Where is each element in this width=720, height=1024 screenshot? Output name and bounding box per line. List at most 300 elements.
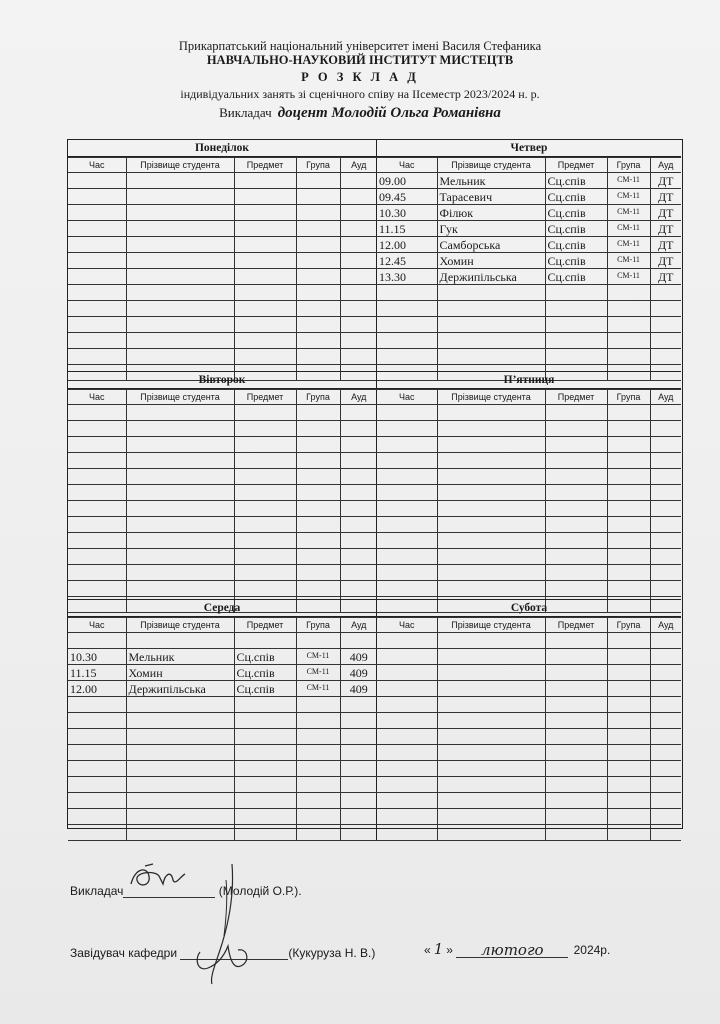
- cell-room: [650, 809, 681, 825]
- table-row: [377, 405, 681, 421]
- cell-room: [340, 633, 377, 649]
- cell-time: 11.15: [68, 665, 126, 681]
- cell-student: [126, 549, 234, 565]
- cell-subject: Сц.спів: [545, 237, 607, 253]
- cell-room: [340, 405, 377, 421]
- cell-student: [126, 189, 234, 205]
- cell-student: [437, 469, 545, 485]
- cell-subject: [545, 485, 607, 501]
- cell-subject: [545, 349, 607, 365]
- cell-time: [68, 713, 126, 729]
- cell-room: [340, 793, 377, 809]
- cell-time: [68, 237, 126, 253]
- cell-time: [68, 697, 126, 713]
- cell-time: [377, 349, 437, 365]
- column-header-subject: Предмет: [545, 390, 607, 405]
- day-title-tuesday: Вівторок: [68, 372, 376, 389]
- cell-time: [68, 793, 126, 809]
- cell-room: [340, 237, 377, 253]
- cell-group: [607, 517, 650, 533]
- date-day: 1: [433, 940, 444, 958]
- cell-student: [126, 581, 234, 597]
- table-row: [377, 777, 681, 793]
- cell-room: [650, 745, 681, 761]
- cell-subject: [234, 173, 296, 189]
- cell-time: [68, 405, 126, 421]
- cell-student: [437, 825, 545, 841]
- cell-time: [68, 269, 126, 285]
- cell-time: 12.00: [377, 237, 437, 253]
- table-row: [377, 469, 681, 485]
- cell-group: [296, 697, 340, 713]
- column-header-room: Ауд: [340, 390, 377, 405]
- table-row: [68, 405, 377, 421]
- cell-group: [296, 189, 340, 205]
- table-header-row: [377, 618, 681, 633]
- cell-room: [340, 317, 377, 333]
- cell-student: [126, 565, 234, 581]
- table-row: [377, 649, 681, 665]
- cell-group: СМ-11: [607, 221, 650, 237]
- table-row: [68, 269, 377, 285]
- cell-student: [126, 777, 234, 793]
- cell-subject: [234, 565, 296, 581]
- teacher-label: Викладач: [219, 105, 272, 120]
- cell-student: [437, 421, 545, 437]
- cell-subject: [234, 349, 296, 365]
- cell-group: [296, 777, 340, 793]
- cell-student: Тарасевич: [437, 189, 545, 205]
- cell-subject: [545, 681, 607, 697]
- table-row: [68, 189, 377, 205]
- cell-group: [296, 581, 340, 597]
- cell-time: [377, 517, 437, 533]
- table-row: [68, 205, 377, 221]
- cell-subject: Сц.спів: [545, 189, 607, 205]
- schedule-grid: [67, 139, 683, 829]
- cell-subject: [234, 221, 296, 237]
- cell-group: [607, 533, 650, 549]
- cell-room: [650, 317, 681, 333]
- cell-student: [126, 333, 234, 349]
- cell-student: [126, 205, 234, 221]
- cell-room: [340, 565, 377, 581]
- cell-room: ДТ: [650, 237, 681, 253]
- cell-room: [340, 285, 377, 301]
- table-row: [68, 421, 377, 437]
- cell-student: [437, 533, 545, 549]
- cell-room: [650, 713, 681, 729]
- date-month: лютого: [480, 941, 544, 959]
- cell-group: [296, 761, 340, 777]
- table-row: [377, 333, 681, 349]
- cell-group: СМ-11: [296, 665, 340, 681]
- cell-time: [377, 301, 437, 317]
- day-panel-thursday: [377, 140, 681, 381]
- cell-student: [126, 349, 234, 365]
- cell-student: [126, 713, 234, 729]
- table-row: [68, 301, 377, 317]
- cell-time: [68, 333, 126, 349]
- cell-student: [437, 453, 545, 469]
- cell-student: [126, 533, 234, 549]
- column-header-group: Група: [296, 618, 340, 633]
- table-row: [377, 453, 681, 469]
- table-row: [377, 729, 681, 745]
- cell-room: [340, 517, 377, 533]
- cell-student: [437, 317, 545, 333]
- column-header-group: Група: [296, 390, 340, 405]
- cell-group: [607, 713, 650, 729]
- table-row: [68, 317, 377, 333]
- cell-student: [437, 729, 545, 745]
- cell-subject: [545, 301, 607, 317]
- column-header-student: Прізвище студента: [126, 618, 234, 633]
- table-row: [377, 237, 681, 253]
- cell-time: [377, 809, 437, 825]
- cell-student: [437, 793, 545, 809]
- cell-room: [340, 713, 377, 729]
- cell-group: [296, 809, 340, 825]
- cell-room: 409: [340, 649, 377, 665]
- cell-room: [650, 681, 681, 697]
- cell-group: СМ-11: [607, 269, 650, 285]
- table-row: [377, 173, 681, 189]
- cell-subject: [234, 581, 296, 597]
- cell-time: [377, 285, 437, 301]
- schedule-table-monday: [68, 157, 377, 381]
- cell-group: [296, 501, 340, 517]
- cell-group: [607, 665, 650, 681]
- cell-group: [607, 825, 650, 841]
- cell-time: [68, 469, 126, 485]
- cell-time: [68, 549, 126, 565]
- table-row: [68, 253, 377, 269]
- cell-time: [377, 533, 437, 549]
- cell-group: [296, 317, 340, 333]
- cell-subject: [545, 565, 607, 581]
- cell-room: [340, 437, 377, 453]
- cell-subject: [234, 421, 296, 437]
- cell-room: [340, 533, 377, 549]
- cell-time: [68, 761, 126, 777]
- cell-time: [68, 221, 126, 237]
- day-title-wednesday: Середа: [68, 600, 376, 617]
- cell-group: [296, 825, 340, 841]
- table-row: [68, 665, 377, 681]
- table-header-row: [377, 390, 681, 405]
- cell-student: Філюк: [437, 205, 545, 221]
- table-row: [377, 745, 681, 761]
- cell-room: [650, 469, 681, 485]
- cell-time: 10.30: [68, 649, 126, 665]
- cell-room: [340, 549, 377, 565]
- cell-room: [340, 189, 377, 205]
- cell-room: [650, 549, 681, 565]
- cell-time: [68, 485, 126, 501]
- column-header-time: Час: [68, 618, 126, 633]
- cell-subject: [545, 517, 607, 533]
- cell-time: [377, 777, 437, 793]
- cell-time: [68, 205, 126, 221]
- cell-student: [126, 793, 234, 809]
- cell-group: СМ-11: [607, 205, 650, 221]
- table-row: [68, 285, 377, 301]
- table-row: [377, 697, 681, 713]
- column-header-room: Ауд: [650, 618, 681, 633]
- cell-student: Самборська: [437, 237, 545, 253]
- table-row: [377, 501, 681, 517]
- cell-subject: [234, 253, 296, 269]
- cell-subject: [234, 285, 296, 301]
- table-row: [68, 437, 377, 453]
- cell-room: [340, 581, 377, 597]
- cell-subject: [545, 665, 607, 681]
- cell-time: 12.00: [68, 681, 126, 697]
- cell-room: [650, 761, 681, 777]
- cell-room: [340, 825, 377, 841]
- cell-time: [68, 825, 126, 841]
- cell-subject: [234, 469, 296, 485]
- cell-subject: [545, 421, 607, 437]
- cell-time: [68, 745, 126, 761]
- cell-subject: [234, 317, 296, 333]
- cell-subject: [234, 729, 296, 745]
- cell-subject: [234, 793, 296, 809]
- cell-room: 409: [340, 665, 377, 681]
- table-row: [377, 349, 681, 365]
- cell-group: [607, 745, 650, 761]
- cell-time: [377, 793, 437, 809]
- cell-time: 12.45: [377, 253, 437, 269]
- cell-subject: [234, 453, 296, 469]
- day-title-saturday: Субота: [377, 600, 681, 617]
- cell-time: [377, 317, 437, 333]
- cell-group: [296, 533, 340, 549]
- cell-student: [437, 437, 545, 453]
- cell-group: СМ-11: [607, 237, 650, 253]
- cell-student: [437, 405, 545, 421]
- cell-time: [377, 485, 437, 501]
- cell-room: [650, 777, 681, 793]
- institute-name: НАВЧАЛЬНО-НАУКОВИЙ ІНСТИТУТ МИСТЕЦТВ: [206, 53, 514, 67]
- cell-time: [377, 825, 437, 841]
- cell-subject: Сц.спів: [545, 253, 607, 269]
- cell-time: 13.30: [377, 269, 437, 285]
- cell-student: [437, 649, 545, 665]
- cell-time: 11.15: [377, 221, 437, 237]
- cell-student: [126, 269, 234, 285]
- cell-group: СМ-11: [296, 649, 340, 665]
- cell-student: [126, 253, 234, 269]
- cell-room: [340, 729, 377, 745]
- cell-room: [650, 437, 681, 453]
- column-header-subject: Предмет: [545, 618, 607, 633]
- day-title-thursday: Четвер: [377, 140, 681, 157]
- table-row: [68, 453, 377, 469]
- cell-student: Хомин: [437, 253, 545, 269]
- cell-time: [68, 421, 126, 437]
- cell-student: [126, 421, 234, 437]
- cell-student: [126, 729, 234, 745]
- cell-group: [607, 729, 650, 745]
- cell-student: [437, 633, 545, 649]
- column-header-time: Час: [68, 390, 126, 405]
- cell-group: [607, 317, 650, 333]
- cell-student: [126, 237, 234, 253]
- cell-time: [377, 421, 437, 437]
- table-row: [68, 485, 377, 501]
- head-signature-name: (Кукуруза Н. В.): [288, 946, 376, 960]
- cell-subject: [545, 729, 607, 745]
- column-header-student: Прізвище студента: [437, 158, 545, 173]
- cell-room: [340, 501, 377, 517]
- cell-room: [650, 517, 681, 533]
- cell-student: [126, 697, 234, 713]
- table-row: [68, 173, 377, 189]
- cell-student: [437, 761, 545, 777]
- cell-subject: Сц.спів: [234, 681, 296, 697]
- column-header-subject: Предмет: [234, 158, 296, 173]
- cell-subject: [545, 761, 607, 777]
- column-header-student: Прізвище студента: [126, 390, 234, 405]
- cell-group: [607, 777, 650, 793]
- cell-room: [650, 565, 681, 581]
- cell-group: [296, 485, 340, 501]
- table-row: [377, 485, 681, 501]
- cell-group: [607, 697, 650, 713]
- table-row: [377, 517, 681, 533]
- table-header-row: [68, 390, 377, 405]
- cell-subject: [545, 825, 607, 841]
- column-header-room: Ауд: [650, 390, 681, 405]
- cell-student: [126, 437, 234, 453]
- cell-time: [377, 761, 437, 777]
- table-row: [68, 237, 377, 253]
- cell-time: [377, 665, 437, 681]
- cell-subject: [545, 793, 607, 809]
- column-header-room: Ауд: [340, 618, 377, 633]
- cell-subject: [545, 333, 607, 349]
- cell-time: [68, 453, 126, 469]
- cell-room: [650, 649, 681, 665]
- cell-subject: [234, 501, 296, 517]
- cell-time: [68, 533, 126, 549]
- table-row: [68, 697, 377, 713]
- cell-room: [340, 421, 377, 437]
- cell-room: [340, 349, 377, 365]
- cell-group: [607, 301, 650, 317]
- column-header-subject: Предмет: [545, 158, 607, 173]
- cell-group: [296, 237, 340, 253]
- cell-student: [437, 549, 545, 565]
- cell-room: [650, 633, 681, 649]
- cell-room: [650, 793, 681, 809]
- cell-time: [68, 317, 126, 333]
- cell-group: [296, 549, 340, 565]
- column-header-subject: Предмет: [234, 618, 296, 633]
- university-name: Прикарпатський національний університет імені Василя Стефаника: [178, 39, 542, 53]
- teacher-signature-name: (Молодій О.Р.).: [218, 884, 302, 898]
- cell-student: [126, 221, 234, 237]
- cell-group: [607, 681, 650, 697]
- table-row: [68, 517, 377, 533]
- cell-subject: [545, 649, 607, 665]
- column-header-time: Час: [377, 158, 437, 173]
- cell-time: [377, 649, 437, 665]
- cell-student: Мельник: [126, 649, 234, 665]
- table-row: [377, 437, 681, 453]
- table-row: [377, 809, 681, 825]
- cell-group: СМ-11: [296, 681, 340, 697]
- column-header-time: Час: [377, 618, 437, 633]
- day-title-friday: П’ятниця: [377, 372, 681, 389]
- cell-time: [377, 469, 437, 485]
- cell-group: [296, 469, 340, 485]
- day-title-monday: Понеділок: [68, 140, 376, 157]
- cell-group: [607, 333, 650, 349]
- column-header-room: Ауд: [650, 158, 681, 173]
- cell-group: [296, 437, 340, 453]
- schedule-table-tuesday: [68, 389, 377, 613]
- cell-student: [126, 809, 234, 825]
- cell-group: [296, 221, 340, 237]
- cell-room: [650, 333, 681, 349]
- cell-student: [437, 713, 545, 729]
- cell-student: [126, 761, 234, 777]
- cell-subject: [545, 697, 607, 713]
- cell-subject: [234, 809, 296, 825]
- table-row: [377, 665, 681, 681]
- cell-student: [437, 285, 545, 301]
- cell-time: [68, 285, 126, 301]
- date-year: 2024р.: [573, 943, 611, 957]
- cell-time: [377, 405, 437, 421]
- cell-student: [437, 581, 545, 597]
- cell-time: [377, 437, 437, 453]
- table-row: [68, 825, 377, 841]
- table-row: [68, 333, 377, 349]
- table-row: [68, 565, 377, 581]
- cell-group: [296, 453, 340, 469]
- cell-group: [607, 285, 650, 301]
- cell-subject: Сц.спів: [234, 665, 296, 681]
- cell-time: [377, 565, 437, 581]
- cell-student: [126, 453, 234, 469]
- table-row: [68, 469, 377, 485]
- cell-student: [437, 809, 545, 825]
- table-row: [68, 349, 377, 365]
- cell-subject: [234, 745, 296, 761]
- day-panel-friday: [377, 371, 681, 613]
- cell-subject: [234, 713, 296, 729]
- cell-student: Держипільська: [126, 681, 234, 697]
- cell-time: 10.30: [377, 205, 437, 221]
- cell-room: [340, 205, 377, 221]
- cell-student: [437, 301, 545, 317]
- head-signature-label: Завідувач кафедри: [70, 946, 178, 960]
- table-row: [377, 825, 681, 841]
- cell-time: [377, 713, 437, 729]
- cell-subject: [234, 517, 296, 533]
- table-row: [68, 793, 377, 809]
- teacher-line: [0, 106, 720, 121]
- column-header-group: Група: [296, 158, 340, 173]
- cell-subject: Сц.спів: [234, 649, 296, 665]
- cell-time: [377, 697, 437, 713]
- cell-student: Гук: [437, 221, 545, 237]
- cell-subject: [545, 469, 607, 485]
